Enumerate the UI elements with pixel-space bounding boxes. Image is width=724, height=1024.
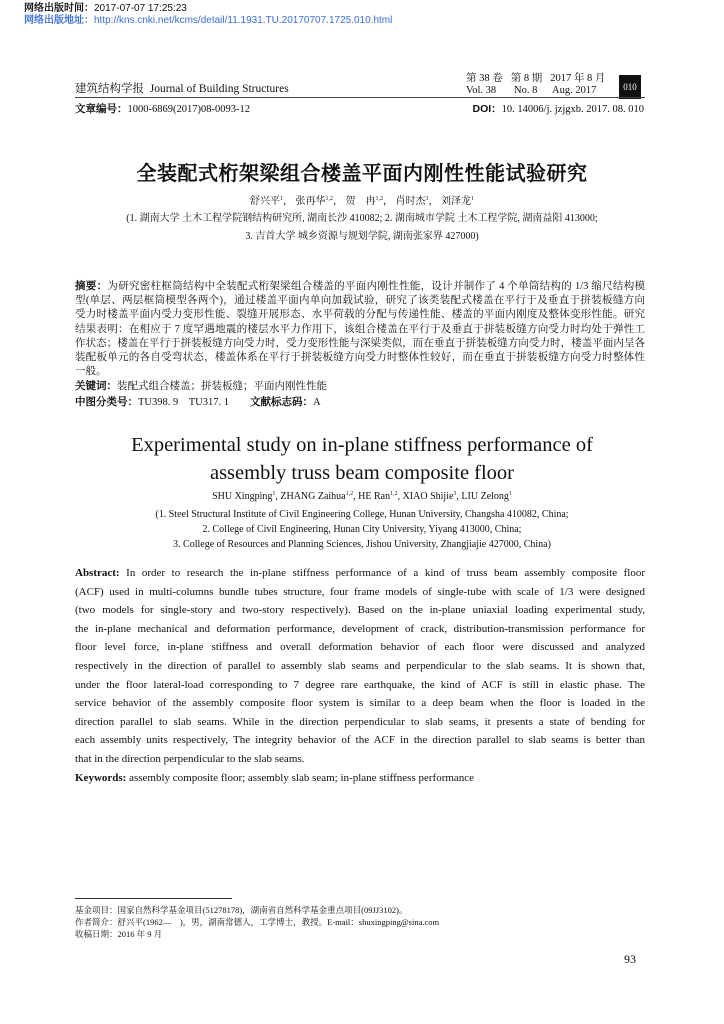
journal-name-cn: 建筑结构学报 xyxy=(75,83,144,95)
sup: 1,2 xyxy=(325,196,333,202)
abstract-line: under the floor lateral-load corresponding to 7 degree rare earthquake, the kind of ACF is still in elastic phase. The xyxy=(75,678,645,691)
affiliation-cn-2: 3. 吉首大学 城乡资源与规划学院, 湖南张家界 427000) xyxy=(245,231,479,242)
abstract-label: 摘要： xyxy=(75,280,108,292)
title-cn: 全装配式桁架梁组合楼盖平面内刚性性能试验研究 xyxy=(136,163,588,185)
authors-cn: 舒兴平$^1$， 张再华$^{1,2}$， 贺 冉$^{1,2}$， 肖时杰$^3$， 刘泽龙$^1$ xyxy=(250,196,474,207)
sup: 1 xyxy=(280,196,283,202)
footnotes xyxy=(75,904,439,940)
abstract-line: 装配板单元的各自受弯状态，楼盖体系在平行于拼装板缝方向受力时整体性较好，而在垂直于拼装板缝方向受力时整体性 xyxy=(75,352,645,364)
label: 网络出版时间： xyxy=(24,3,94,14)
authors-en: SHU Xingping$^1$, ZHANG Zaihua$^{1,2}$, HE Ran$^{1,2}$, XIAO Shijie$^3$, LIU Zelong$^1$ xyxy=(212,491,512,502)
online-publish-url[interactable] xyxy=(24,15,392,27)
footnote-funding: 基金项目：国家自然科学基金项目(51278178)，湖南省自然科学基金重点项目(09JJ3102)。 xyxy=(75,905,408,915)
issue-en-vol: Vol. 38 xyxy=(466,85,497,96)
affiliation-en-1: (1. Steel Structural Institute of Civil Engineering College, Hunan University, Changsha 410082, China; xyxy=(155,509,569,520)
label: DOI： xyxy=(472,103,502,115)
author: XIAO Shijie xyxy=(402,491,454,502)
abstract-line: that in the direction perpendicular to the slab seams. xyxy=(75,752,305,765)
sup: 1 xyxy=(508,491,512,497)
abstract-line: service behavior of the assembly composite floor system is similar to a deep beam when the floor is loaded in the xyxy=(75,697,645,710)
issue-info xyxy=(466,73,613,97)
abstract-line: floor level force, in-plane stiffness and overall deformation behavior of each floor were discussed and analyzed xyxy=(75,641,645,654)
abstract-line: the in-plane mechanical and deformation performance, development of crack, distribution-transmission performance for xyxy=(75,622,645,635)
header-rule xyxy=(75,97,645,98)
label: 中图分类号： xyxy=(75,395,138,408)
abstract-label: Abstract: xyxy=(75,567,120,579)
title-en xyxy=(0,431,724,487)
doi xyxy=(472,101,644,116)
url-link[interactable]: http://kns.cnki.net/kcms/detail/11.1931.TU.20170707.1725.010.html xyxy=(94,15,393,26)
article-number xyxy=(75,101,250,116)
footnote-author-bio: 作者简介：舒兴平(1962— )，男，湖南常德人，工学博士，教授。E-mail：shuxingping@sina.com xyxy=(75,917,440,927)
abstract-cn xyxy=(75,279,645,410)
abstract-line: respectively in the direction of parallel to assembly slab seams and perpendicular to the slab seams. It is shown that, xyxy=(75,659,645,672)
abstract-line: 型(单层、两层框筒模型各两个)，通过楼盖平面内单向加载试验，研究了该类装配式楼盖在平行于及垂直于拼装板缝方向 xyxy=(75,295,645,307)
page-number: 93 xyxy=(624,952,636,966)
title-en-line: Experimental study on in-plane stiffness performance of xyxy=(131,434,593,456)
issue-cn-date: 2017 年 8 月 xyxy=(550,73,606,84)
value: assembly composite floor; assembly slab seam; in-plane stiffness performance xyxy=(129,771,475,784)
author: ZHANG Zaihua xyxy=(280,491,346,502)
label: 关键词： xyxy=(75,380,117,393)
footnote-rule xyxy=(75,898,232,899)
abstract-line: 一般。 xyxy=(75,366,107,378)
value: TU398. 9 TU317. 1 xyxy=(138,396,229,408)
journal-name xyxy=(75,80,289,96)
footnote-received: 收稿日期：2016 年 9 月 xyxy=(75,929,163,939)
sup: 1,2 xyxy=(345,491,354,497)
issue-en-no: No. 8 xyxy=(514,85,538,96)
abstract-line: direction parallel to slab seams. While in the direction perpendicular to slab seams, it presents a state of bending for xyxy=(75,715,645,728)
author: 贺 冉 xyxy=(345,196,376,207)
abstract-line: 受力时楼盖平面内受力变形性能、裂缝开展形态、水平荷载的分配与传递性能、楼盖的平面内刚度及整体变形性能。研究 xyxy=(75,309,645,321)
online-publish-time xyxy=(24,3,187,15)
article-badge: 010 xyxy=(619,75,641,99)
issue-cn-vol: 第 38 卷 xyxy=(466,73,503,84)
value: A xyxy=(313,396,321,408)
value: 1000-6869(2017)08-0093-12 xyxy=(127,104,250,115)
author: 肖时杰 xyxy=(395,196,426,207)
value: 2017-07-07 17:25:23 xyxy=(94,3,187,14)
label: 文章编号： xyxy=(75,103,128,115)
author: HE Ran xyxy=(358,491,391,502)
keywords-en xyxy=(75,769,645,788)
abstract-en xyxy=(75,564,645,787)
affiliation-cn-1: (1. 湖南大学 土木工程学院钢结构研究所, 湖南长沙 410082; 2. 湖南城市学院 土木工程学院, 湖南益阳 413000; xyxy=(126,213,598,224)
value: 10. 14006/j. jzjgxb. 2017. 08. 010 xyxy=(501,104,644,115)
sup: 1,2 xyxy=(375,196,383,202)
text: In order to research the in-plane stiffness performance of a kind of truss beam assembly composite floor xyxy=(126,567,645,579)
label: 网络出版地址： xyxy=(24,15,94,26)
abstract-line: 结果表明：在相应于 7 度罕遇地震的楼层水平力作用下，该组合楼盖在平行于及垂直于拼装板缝方向受力时均处于弹性工 xyxy=(75,323,645,335)
affiliation-en-2: 2. College of Civil Engineering, Hunan City University, Yiyang 413000, China; xyxy=(202,524,522,535)
abstract-line: 作状态；楼盖在平行于拼装板缝方向受力时，受力变形性能与深梁类似，而在垂直于拼装板缝方向受力时，楼盖平面内呈各 xyxy=(75,337,645,349)
author: 舒兴平 xyxy=(250,196,280,207)
journal-name-en: Journal of Building Structures xyxy=(149,83,289,95)
abstract-line xyxy=(75,564,645,583)
abstract-line: (two models for single-story and two-story respectively). Based on the in-plane uniaxial loading experimental study, xyxy=(75,604,645,617)
author: LIU Zelong xyxy=(461,491,509,502)
abstract-line: (ACF) used in multi-columns bundle tubes structure, four frame models of single-tube with scale of 1/3 were designed xyxy=(75,585,645,598)
author: SHU Xingping xyxy=(212,491,273,502)
sup: 3 xyxy=(425,196,429,202)
issue-en-date: Aug. 2017 xyxy=(552,85,597,96)
title-en-line: assembly truss beam composite floor xyxy=(209,462,515,484)
classification-cn xyxy=(75,395,645,410)
sup: 1 xyxy=(272,491,276,497)
abstract-line: each assembly units respectively, The integrity behavior of the ACF in the direction parallel to slab seams is better than xyxy=(75,734,645,747)
label: 文献标志码： xyxy=(250,395,313,408)
value: 装配式组合楼盖；拼装板缝；平面内刚性性能 xyxy=(117,381,327,393)
issue-cn-no: 第 8 期 xyxy=(510,73,543,84)
sup: 3 xyxy=(453,491,457,497)
abstract-line xyxy=(75,279,645,294)
affiliation-en-3: 3. College of Resources and Planning Sciences, Jishou University, Zhangjiajie 427000, China) xyxy=(173,539,551,550)
author: 张再华 xyxy=(295,196,326,207)
label: Keywords: xyxy=(75,771,127,784)
sup: 1,2 xyxy=(390,491,398,497)
author: 刘泽龙 xyxy=(441,196,471,207)
sup: 1 xyxy=(471,196,474,202)
text: 为研究密柱框筒结构中全装配式桁架梁组合楼盖的平面内刚性性能，设计并制作了 4 个单筒结构的 1/3 缩尺结构模 xyxy=(107,281,645,292)
keywords-cn xyxy=(75,379,645,394)
